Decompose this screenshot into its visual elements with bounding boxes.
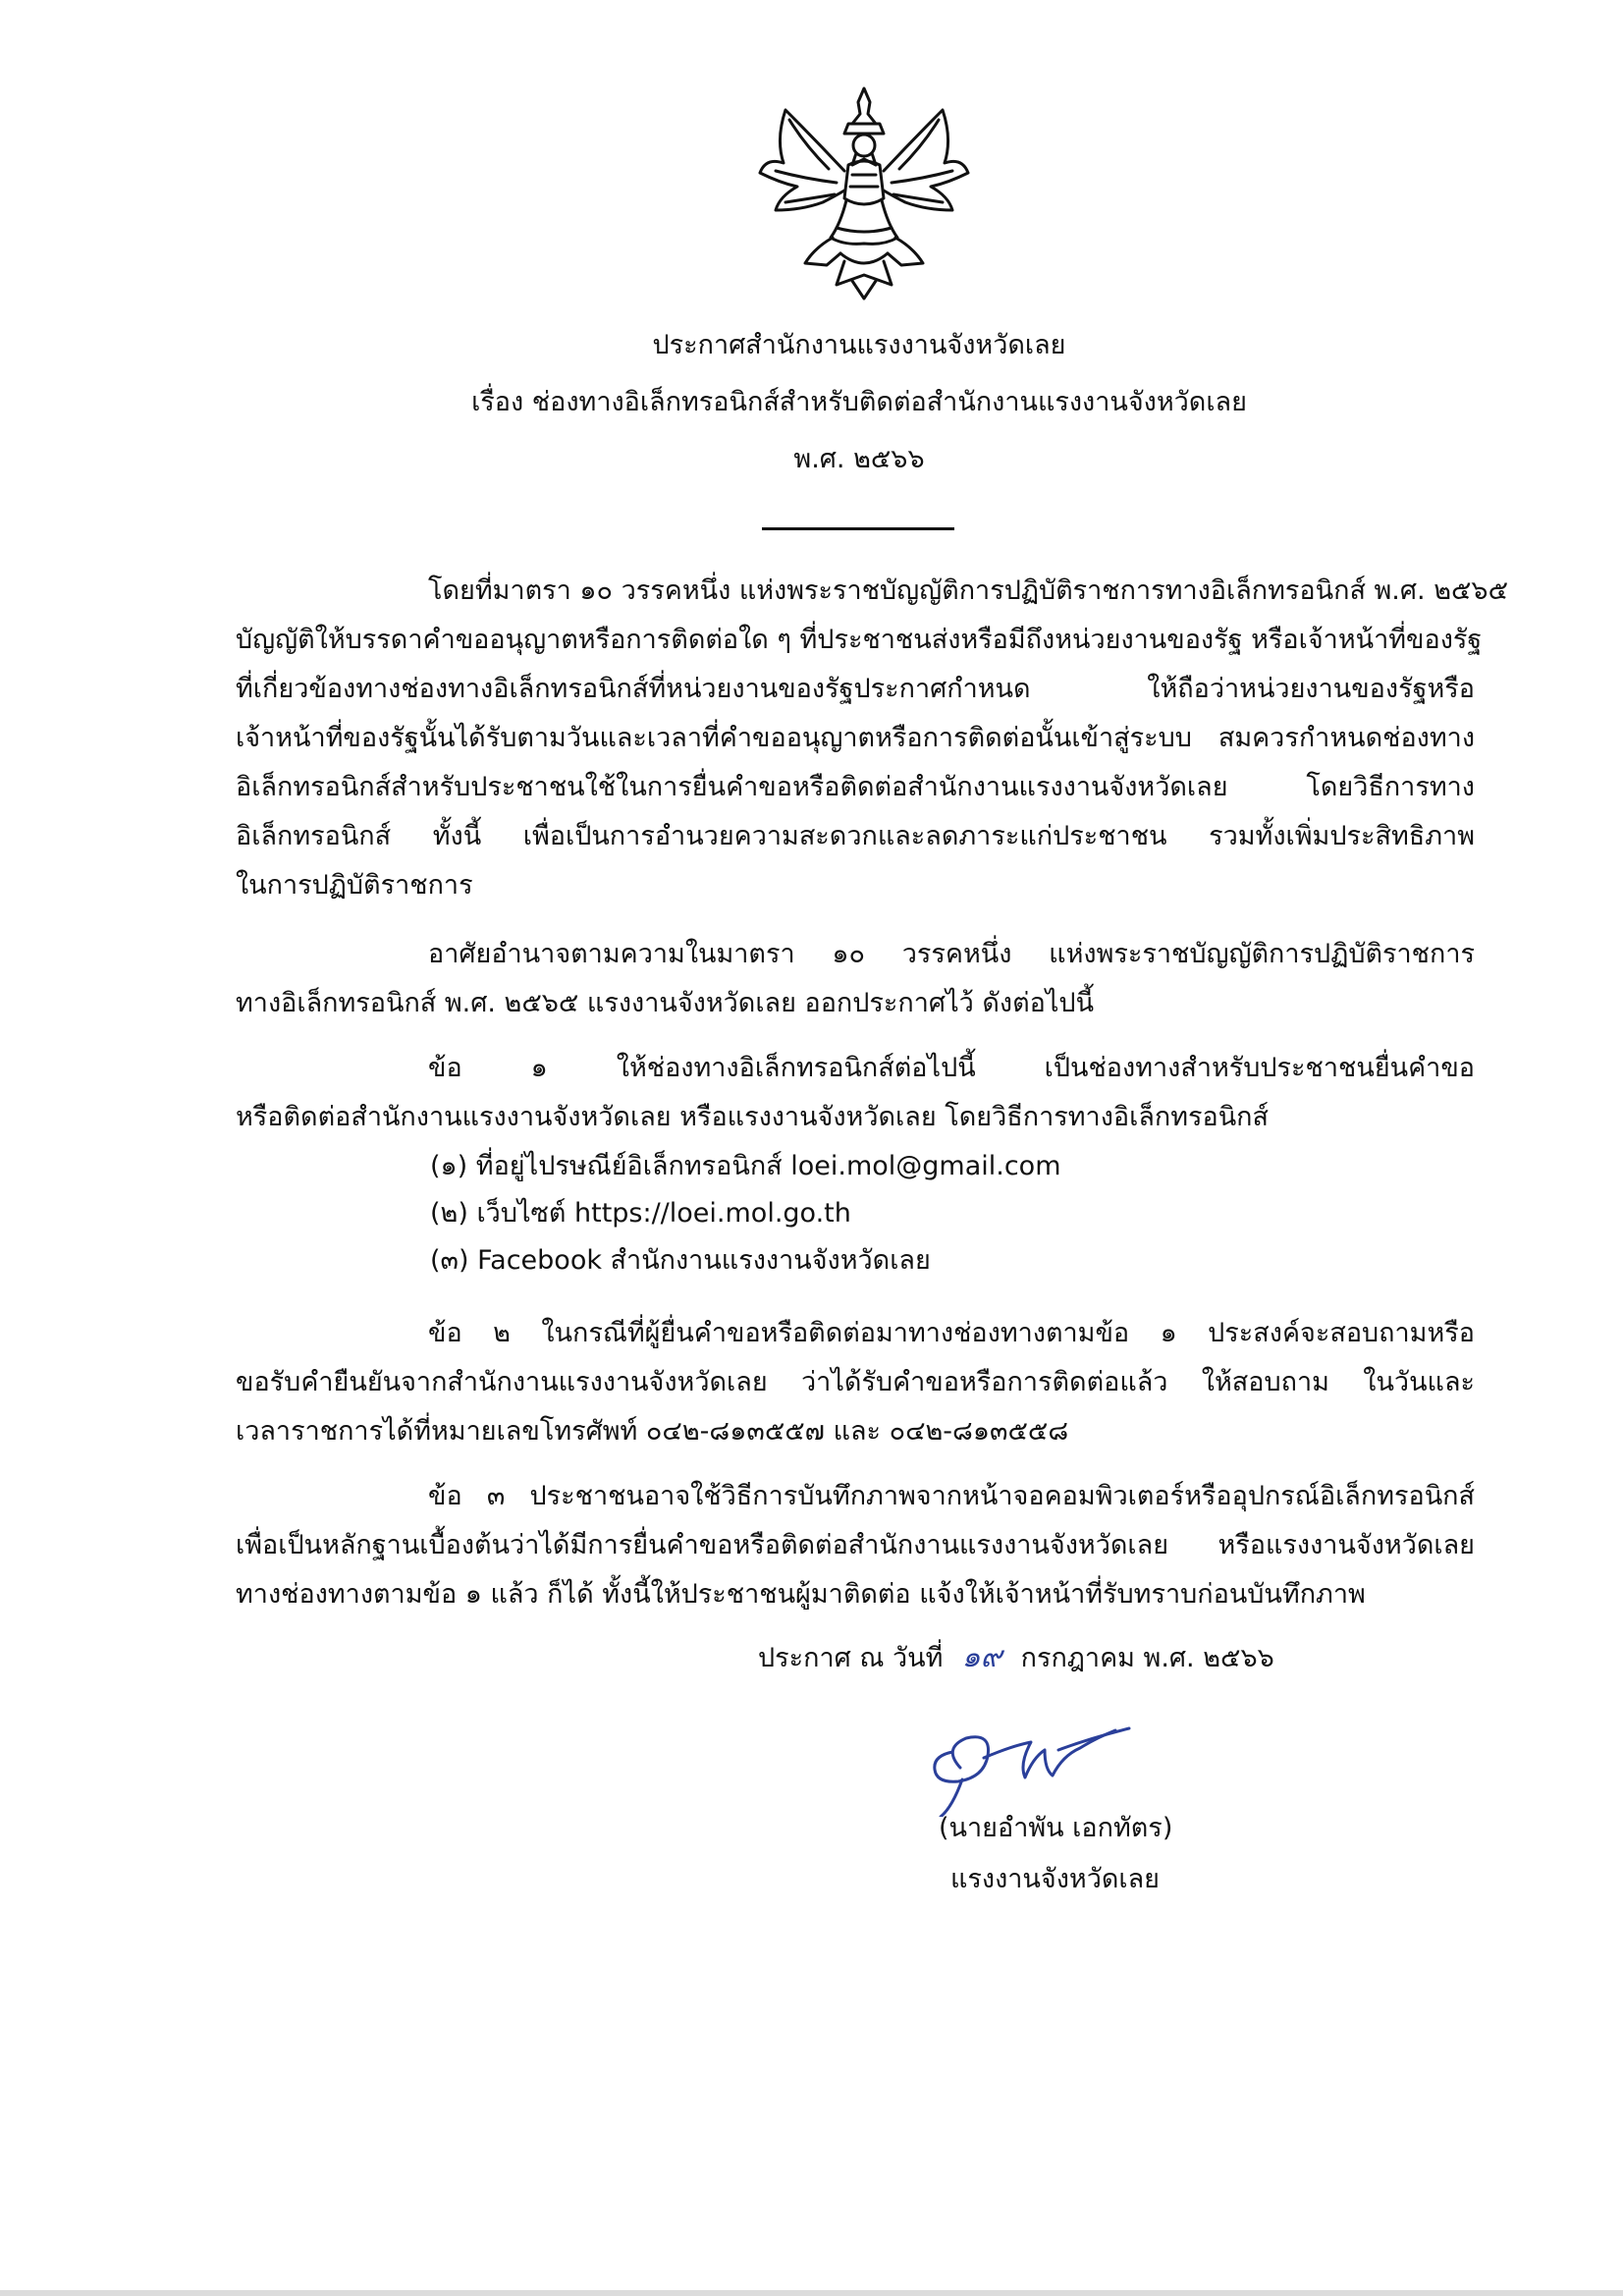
para2-line-2: ทางอิเล็กทรอนิกส์ พ.ศ. ๒๕๖๕ แรงงานจังหวัดเลย ออกประกาศไว้ ดังต่อไปนี้ [236, 988, 1095, 1018]
para1-line-2: บัญญัติให้บรรดาคำขออนุญาตหรือการติดต่อใด ๆ ที่ประชาชนส่งหรือมีถึงหน่วยงานของรัฐ หรือเจ้าหน้าที่ของรัฐ [236, 625, 1483, 655]
announcement-date [758, 1638, 1274, 1678]
clause3-line-1: ข้อ ๓ ประชาชนอาจใช้วิธีการบันทึกภาพจากหน้าจอคอมพิวเตอร์หรืออุปกรณ์อิเล็กทรอนิกส์ [428, 1481, 1475, 1511]
clause3-line-2: เพื่อเป็นหลักฐานเบื้องต้นว่าได้มีการยื่นคำขอหรือติดต่อสำนักงานแรงงานจังหวัดเลย หรือแรงงานจังหวัดเลย [236, 1530, 1475, 1560]
handwritten-day: ๑๙ [961, 1640, 1002, 1674]
garuda-emblem-icon [746, 81, 982, 306]
date-month-year: กรกฎาคม พ.ศ. ๒๕๖๖ [1020, 1643, 1274, 1673]
para1-line-6: อิเล็กทรอนิกส์ ทั้งนี้ เพื่อเป็นการอำนวยความสะดวกและลดภาระแก่ประชาชน รวมทั้งเพิ่มประสิทธิภาพ [236, 821, 1475, 851]
header-divider [762, 527, 954, 530]
channel-website: (๒) เว็บไซต์ https://loei.mol.go.th [430, 1198, 851, 1229]
announcement-title: ประกาศสำนักงานแรงงานจังหวัดเลย [652, 330, 1066, 360]
channel-facebook: (๓) Facebook สำนักงานแรงงานจังหวัดเลย [430, 1245, 931, 1276]
para1-line-4: เจ้าหน้าที่ของรัฐนั้นได้รับตามวันและเวลาที่คำขออนุญาตหรือการติดต่อนั้นเข้าสู่ระบบ สมควรกำหนดช่องทาง [236, 723, 1475, 753]
clause2-line-3: เวลาราชการได้ที่หมายเลขโทรศัพท์ ๐๔๒-๘๑๓๕๕๗ และ ๐๔๒-๘๑๓๕๕๘ [236, 1416, 1069, 1447]
clause1-line-1: ข้อ ๑ ให้ช่องทางอิเล็กทรอนิกส์ต่อไปนี้ เป็นช่องทางสำหรับประชาชนยื่นคำขอ [428, 1053, 1475, 1083]
signer-title: แรงงานจังหวัดเลย [950, 1864, 1160, 1894]
channel-email: (๑) ที่อยู่ไปรษณีย์อิเล็กทรอนิกส์ loei.mol@gmail.com [430, 1151, 1061, 1181]
para1-line-5: อิเล็กทรอนิกส์สำหรับประชาชนใช้ในการยื่นคำขอหรือติดต่อสำนักงานแรงงานจังหวัดเลย โดยวิธีการทาง [236, 772, 1475, 802]
announcement-subject: เรื่อง ช่องทางอิเล็กทรอนิกส์สำหรับติดต่อสำนักงานแรงงานจังหวัดเลย [471, 387, 1247, 417]
para2-line-1: อาศัยอำนาจตามความในมาตรา ๑๐ วรรคหนึ่ง แห่งพระราชบัญญัติการปฏิบัติราชการ [428, 939, 1475, 969]
clause3-line-3: ทางช่องทางตามข้อ ๑ แล้ว ก็ได้ ทั้งนี้ให้ประชาชนผู้มาติดต่อ แจ้งให้เจ้าหน้าที่รับทราบก่อนบันทึกภาพ [236, 1579, 1366, 1610]
clause1-line-2: หรือติดต่อสำนักงานแรงงานจังหวัดเลย หรือแรงงานจังหวัดเลย โดยวิธีการทางอิเล็กทรอนิกส์ [236, 1102, 1270, 1132]
page-bottom-border [0, 2290, 1623, 2296]
signature-icon [923, 1709, 1159, 1817]
signer-name: (นายอำพัน เอกทัตร) [939, 1813, 1173, 1843]
clause2-line-1: ข้อ ๒ ในกรณีที่ผู้ยื่นคำขอหรือติดต่อมาทางช่องทางตามข้อ ๑ ประสงค์จะสอบถามหรือ [428, 1318, 1475, 1348]
clause2-line-2: ขอรับคำยืนยันจากสำนักงานแรงงานจังหวัดเลย ว่าได้รับคำขอหรือการติดต่อแล้ว ให้สอบถาม ในวันและ [236, 1367, 1475, 1397]
para1-line-3: ที่เกี่ยวข้องทางช่องทางอิเล็กทรอนิกส์ที่หน่วยงานของรัฐประกาศกำหนด ให้ถือว่าหน่วยงานของรัฐหรือ [236, 674, 1475, 704]
para1-line-7: ในการปฏิบัติราชการ [236, 870, 473, 901]
date-prefix: ประกาศ ณ วันที่ [758, 1643, 944, 1673]
announcement-year: พ.ศ. ๒๕๖๖ [793, 444, 925, 474]
para1-line-1: โดยที่มาตรา ๑๐ วรรคหนึ่ง แห่งพระราชบัญญัติการปฏิบัติราชการทางอิเล็กทรอนิกส์ พ.ศ. ๒๕๖๕ [428, 575, 1508, 606]
